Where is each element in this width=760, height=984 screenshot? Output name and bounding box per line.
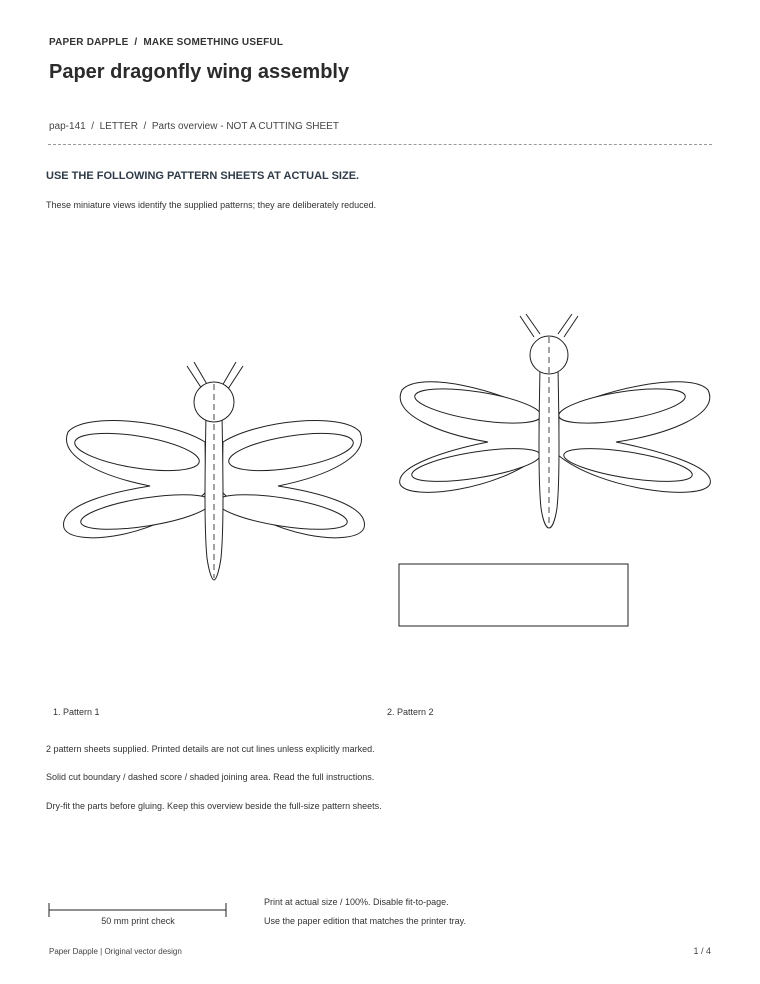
dragonfly-shape bbox=[64, 362, 365, 580]
note-line-legend: Solid cut boundary / dashed score / shaded joining area. Read the full instructions. bbox=[46, 772, 375, 782]
page-number: 1 / 4 bbox=[693, 946, 711, 956]
pattern-1-thumbnail bbox=[60, 350, 370, 590]
dragonfly-shape bbox=[400, 314, 711, 528]
meta-code: pap-141 bbox=[49, 121, 86, 132]
footer-credit: Paper Dapple | Original vector design bbox=[49, 947, 182, 956]
antenna-right bbox=[558, 314, 578, 337]
pattern-2-thumbnail bbox=[390, 305, 720, 635]
brand-tagline: MAKE SOMETHING USEFUL bbox=[143, 37, 284, 48]
meta-sheet-type: Parts overview - NOT A CUTTING SHEET bbox=[151, 121, 339, 132]
brand-name: PAPER DAPPLE bbox=[49, 37, 129, 48]
antenna-left bbox=[520, 314, 540, 337]
pattern-1-caption: 1. Pattern 1 bbox=[53, 707, 100, 717]
instruction-subnote: These miniature views identify the supplied patterns; they are deliberately reduced. bbox=[46, 200, 377, 210]
scale-bar-label: 50 mm print check bbox=[101, 916, 175, 926]
pattern-2-caption: 2. Pattern 2 bbox=[387, 707, 434, 717]
header-divider bbox=[48, 144, 712, 145]
note-sheets-supplied: 2 pattern sheets supplied. Printed details are not cut lines unless explicitly marked. bbox=[46, 744, 375, 754]
print-note-actual-size: Print at actual size / 100%. Disable fit-to-page. bbox=[264, 897, 449, 907]
document-meta: pap-141 / LETTER / Parts overview - NOT A CUTTING SHEET bbox=[49, 121, 339, 132]
note-dry-fit: Dry-fit the parts before gluing. Keep this overview beside the full-size pattern sheets. bbox=[46, 801, 382, 811]
instruction-heading: USE THE FOLLOWING PATTERN SHEETS AT ACTUAL SIZE. bbox=[46, 170, 360, 182]
joining-strip bbox=[399, 564, 628, 626]
meta-paper: LETTER bbox=[99, 121, 138, 132]
page-title: Paper dragonfly wing assembly bbox=[49, 61, 350, 83]
brand-line bbox=[49, 37, 283, 48]
print-note-paper-edition: Use the paper edition that matches the printer tray. bbox=[264, 916, 466, 926]
brand-separator: / bbox=[134, 37, 138, 48]
